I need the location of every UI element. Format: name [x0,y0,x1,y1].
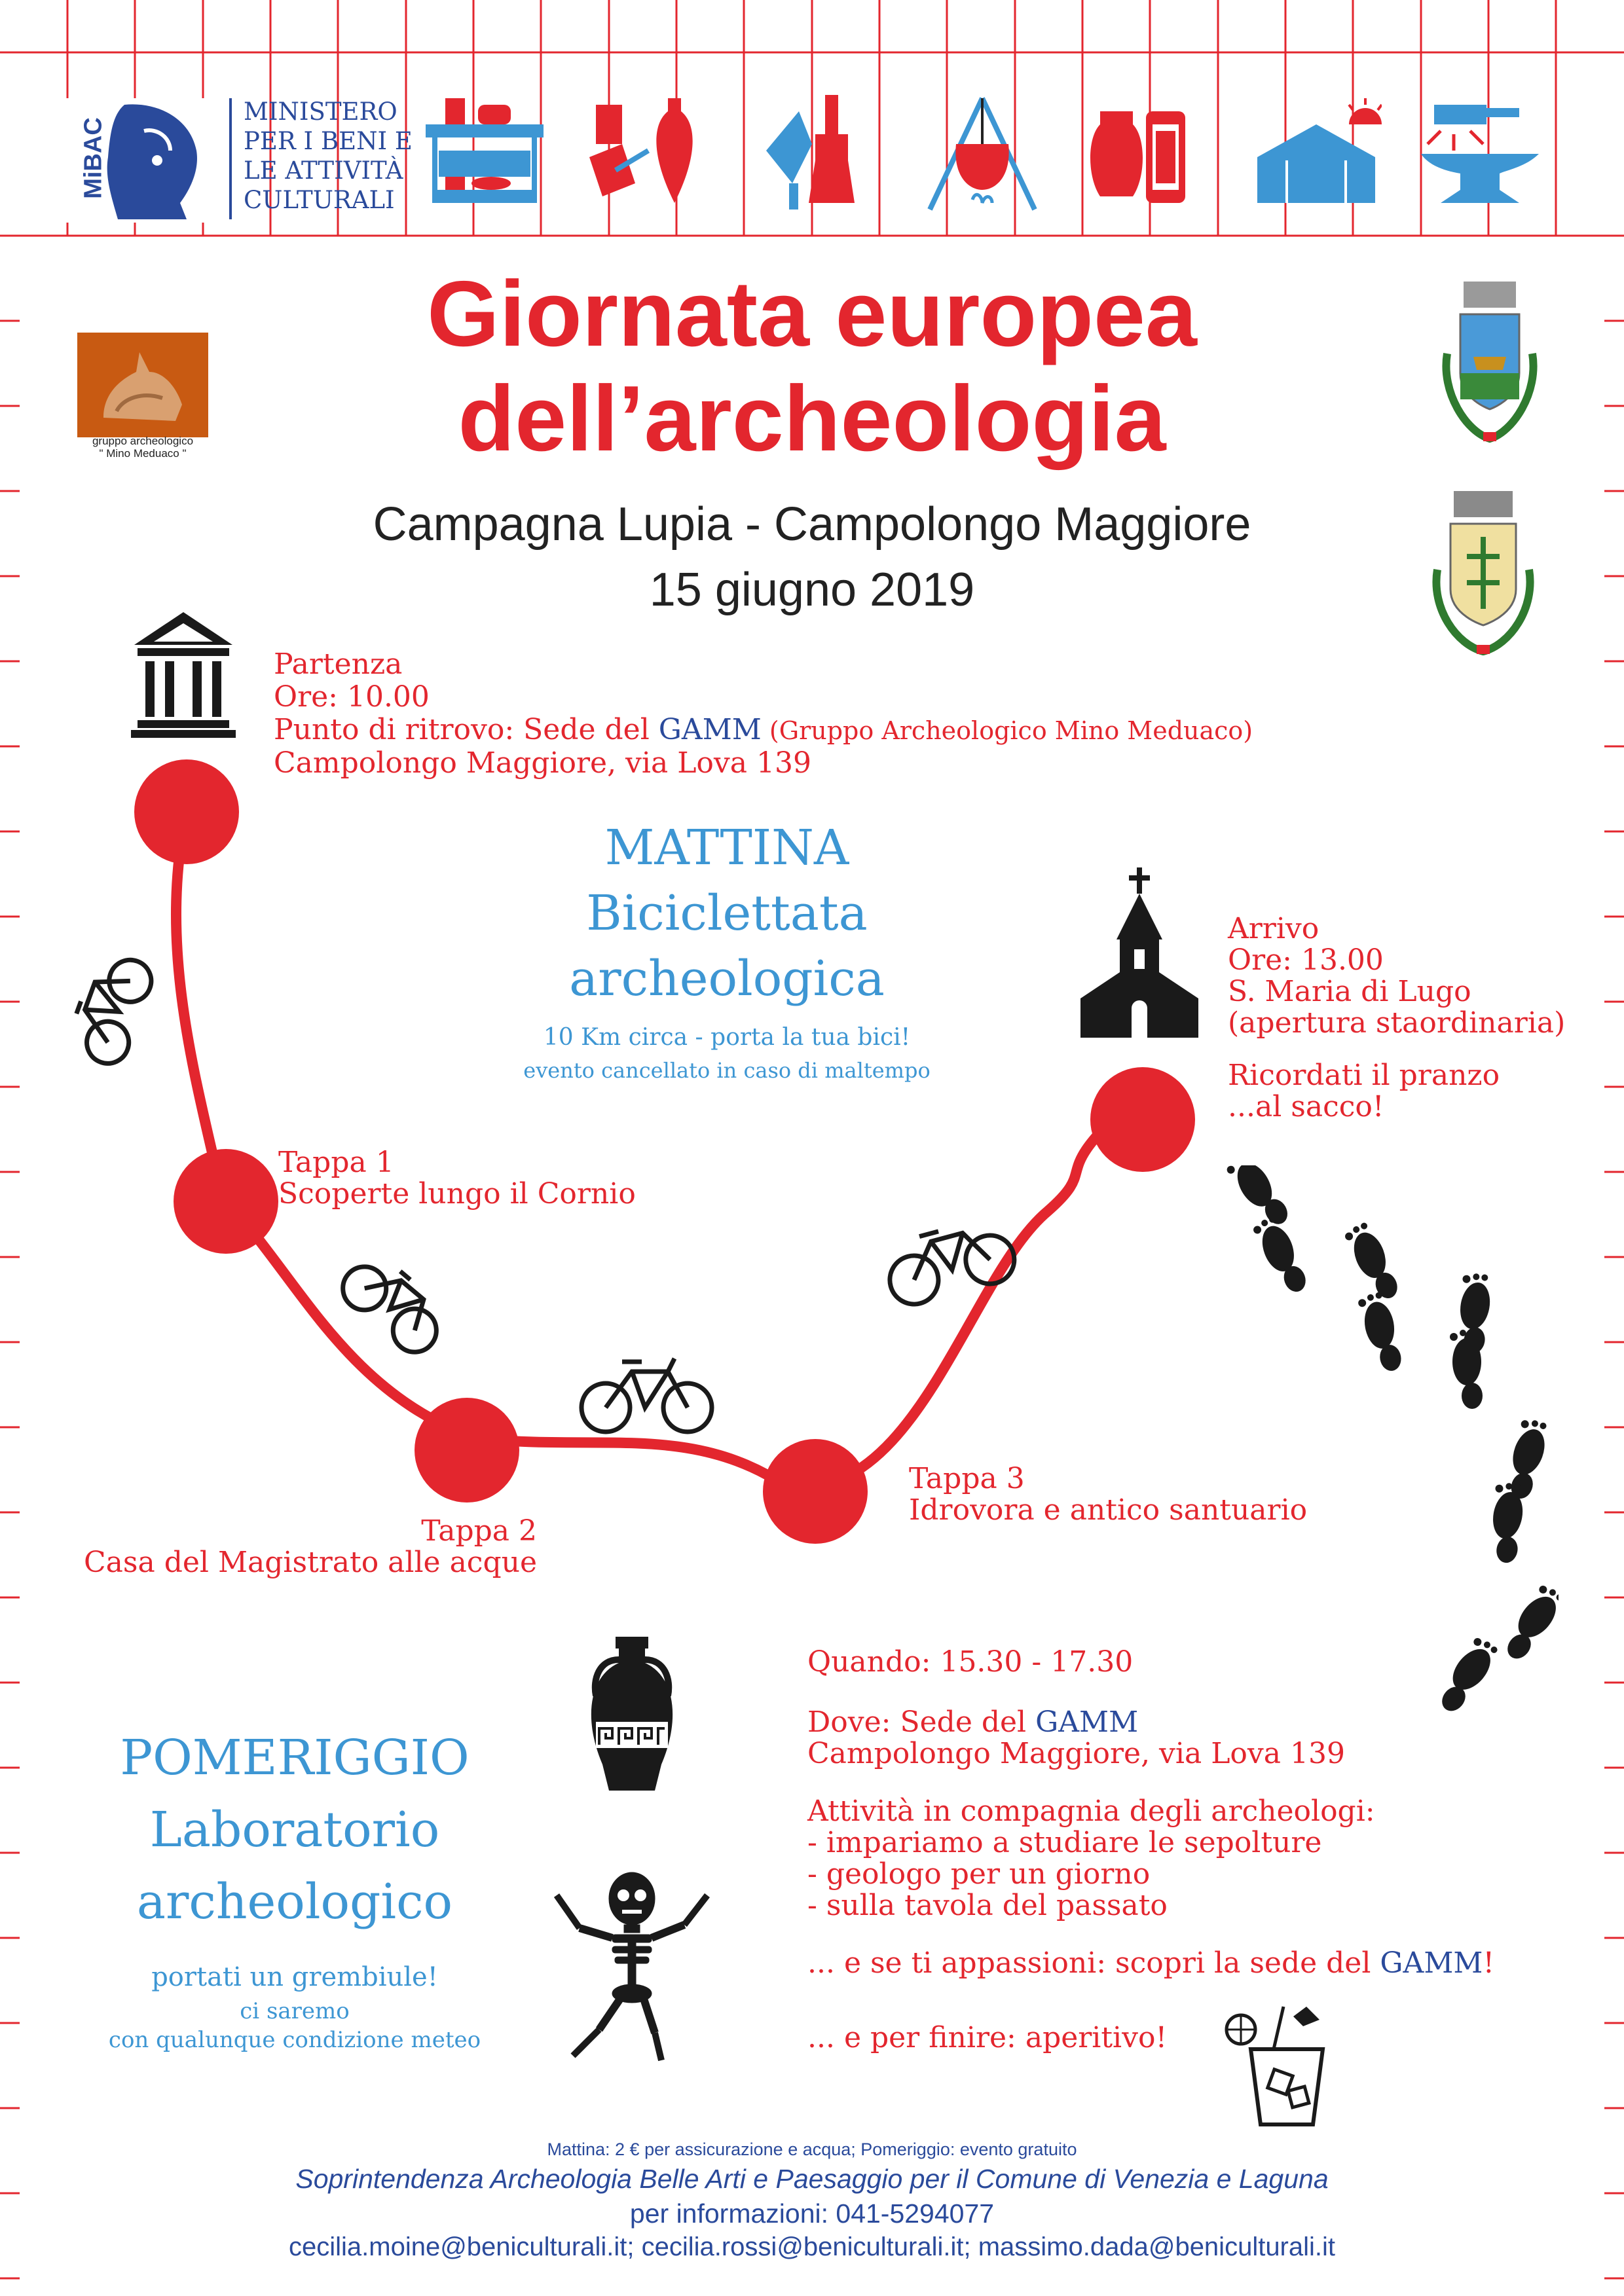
cocktail-glass-icon [1221,2003,1339,2128]
footer-emails[interactable]: cecilia.moine@beniculturali.it; cecilia.rossi@beniculturali.it; massimo.dada@beniculturali.it [288,2232,1336,2261]
title-line-2: dell’archeologia [458,367,1166,471]
afternoon-where-prefix: Dove: Sede del [807,1705,1036,1739]
activity-1: - impariamo a studiare le sepolture [807,1826,1322,1859]
morning-note-1: 10 Km circa - porta la tua bici! [543,1024,911,1051]
mibac-logo-text: MiBAC [79,117,107,199]
footer-organizer: Soprintendenza Archeologia Belle Arti e Paesaggio per il Comune di Venezia e Laguna [295,2164,1329,2194]
discover-prefix: ... e se ti appassioni: scopri la sede del [807,1946,1380,1980]
ministry-line-2: PER I BENI E [244,127,413,155]
stage-2-label: Tappa 2 [421,1514,537,1548]
bicycle-icon [881,1205,1018,1316]
stage-3-desc: Idrovora e antico santuario [909,1493,1308,1527]
footer-info: per informazioni: 041-5294077 [629,2198,995,2229]
footprints-icon [1211,1165,1559,1715]
lunch-reminder-2: ...al sacco! [1228,1090,1384,1123]
arrival-time: Ore: 13.00 [1228,943,1384,977]
morning-section [458,815,995,1084]
discover-gamm [807,1948,1494,1979]
activities-title: Attività in compagnia degli archeologi: [807,1795,1375,1828]
aperitivo: ... e per finire: aperitivo! [807,2021,1168,2054]
bicycle-icon [324,1244,455,1375]
afternoon-where-gamm: GAMM [1035,1705,1139,1739]
bicycle-icon [576,1345,720,1444]
route-node-stage-2 [415,1398,519,1503]
afternoon-sub-2: archeologico [136,1874,453,1930]
activity-3: - sulla tavola del passato [807,1889,1168,1922]
stage-1-info [278,1147,636,1210]
discover-suffix: ! [1483,1946,1495,1980]
ministry-line-3: LE ATTIVITÀ [244,156,403,185]
morning-note-2: evento cancellato in caso di maltempo [523,1058,931,1083]
afternoon-section [52,1722,537,2054]
arrival-info [1228,913,1565,1123]
arrival-note: (apertura staordinaria) [1228,1006,1566,1040]
stage-1-desc: Scoperte lungo il Cornio [278,1177,636,1211]
route-node-stage-1 [174,1149,278,1254]
morning-heading: MATTINA [604,820,849,876]
start-address: Campolongo Maggiore, via Lova 139 [274,746,811,780]
afternoon-heading: POMERIGGIO [120,1730,470,1786]
ministry-line-1: MINISTERO [244,98,397,126]
amphora-icon [583,1633,681,1797]
ministry-line-4: CULTURALI [244,186,395,214]
start-info [274,648,1253,780]
stage-3-label: Tappa 3 [909,1462,1025,1495]
event-location: Campagna Lupia - Campolongo Maggiore [373,498,1251,551]
museum-icon [131,609,236,740]
afternoon-address: Campolongo Maggiore, via Lova 139 [807,1737,1345,1770]
afternoon-when: Quando: 15.30 - 17.30 [807,1645,1134,1679]
start-label: Partenza [274,647,403,681]
afternoon-sub-1: Laboratorio [149,1802,440,1858]
afternoon-note-2: ci saremo [240,1998,350,2024]
afternoon-where [807,1707,1494,1738]
route-node-start [134,759,239,864]
afternoon-details [807,1647,1494,2054]
start-time: Ore: 10.00 [274,680,430,714]
meeting-point [274,714,1253,747]
activity-2: - geologo per un giorno [807,1857,1151,1891]
route-node-stage-3 [763,1439,868,1544]
event-date: 15 giugno 2019 [649,564,975,616]
arrival-place: S. Maria di Lugo [1228,975,1471,1008]
church-icon [1080,867,1198,1038]
footer-costs: Mattina: 2 € per assicurazione e acqua; Pomeriggio: evento gratuito [547,2140,1077,2159]
arrival-label: Arrivo [1228,912,1320,945]
afternoon-note-1: portati un grembiule! [151,1962,438,1992]
discover-gamm-name: GAMM [1380,1946,1483,1980]
lunch-reminder-1: Ricordati il pranzo [1228,1059,1500,1092]
group-logo-caption-2: " Mino Meduaco " [99,447,187,460]
stage-1-label: Tappa 1 [278,1146,394,1179]
bicycle-icon [65,943,170,1087]
route-node-arrival [1090,1067,1195,1172]
meeting-suffix: (Gruppo Archeologico Mino Meduaco) [761,716,1253,745]
group-logo-caption-1: gruppo archeologico [92,435,194,447]
stage-2-info [26,1516,537,1578]
title-line-1: Giornata europea [427,262,1197,366]
skeleton-icon [547,1869,717,2066]
meeting-gamm: GAMM [658,713,762,746]
meeting-prefix: Punto di ritrovo: Sede del [274,713,659,746]
stage-2-desc: Casa del Magistrato alle acque [84,1546,537,1579]
afternoon-note-3: con qualunque condizione meteo [108,2027,481,2053]
morning-subheading-2: archeologica [569,951,885,1007]
morning-subheading-1: Biciclettata [586,885,868,941]
